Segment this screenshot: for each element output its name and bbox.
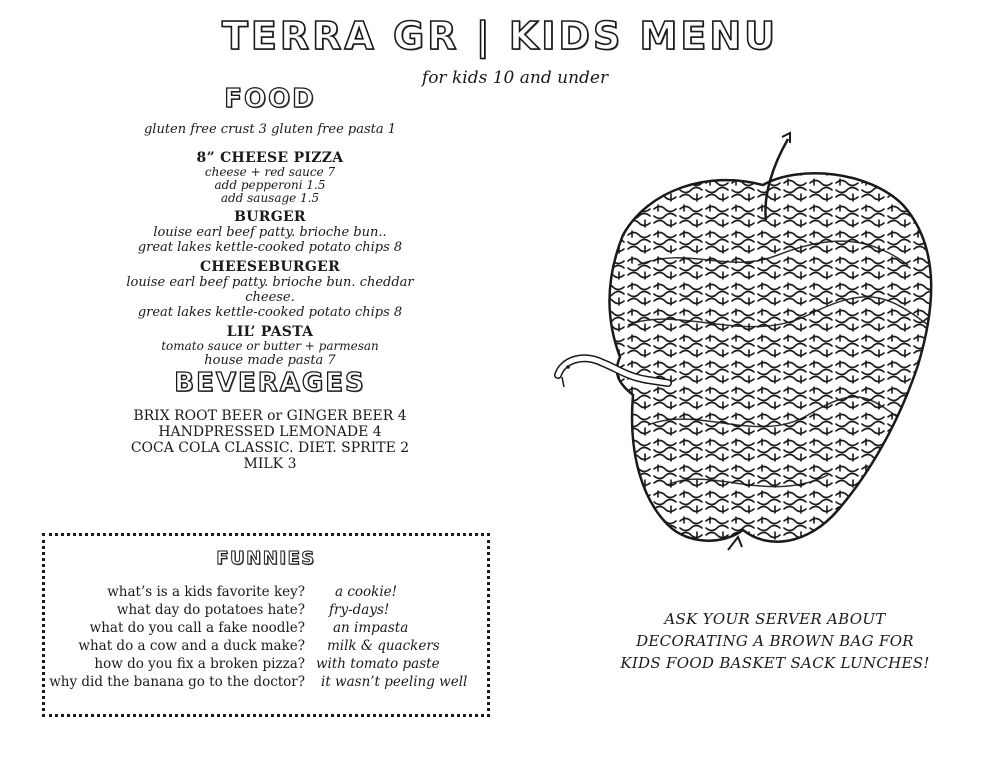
joke-answer: fry-days! — [329, 602, 390, 618]
food-item-line: louise earl beef patty. brioche bun. cheddar cheese. — [126, 275, 414, 305]
joke-row — [45, 656, 487, 674]
food-item-line: house made pasta 7 — [204, 353, 336, 368]
joke-question: what day do potatoes hate? — [116, 602, 305, 618]
food-item-line: cheese + red sauce 7 — [204, 165, 336, 179]
beverages-heading: BEVERAGES — [174, 368, 366, 398]
joke-row — [45, 674, 487, 692]
ask-line: KIDS FOOD BASKET SACK LUNCHES! — [620, 654, 930, 672]
food-items — [110, 150, 430, 372]
joke-answer: it wasn’t peeling well — [321, 674, 468, 690]
food-item-burger — [110, 209, 430, 255]
food-item-line: add pepperoni 1.5 — [214, 178, 326, 192]
joke-answer: an impasta — [333, 620, 409, 636]
joke-row — [45, 602, 487, 620]
food-item-name: CHEESEBURGER — [199, 259, 341, 275]
funnies-box — [42, 533, 490, 717]
funnies-heading: FUNNIES — [216, 548, 316, 569]
menu-title: TERRA GR | KIDS MENU — [222, 14, 778, 58]
joke-row — [45, 638, 487, 656]
food-item-line: great lakes kettle-cooked potato chips 8 — [137, 240, 403, 255]
joke-answer: milk & quackers — [327, 638, 440, 654]
joke-row — [45, 584, 487, 602]
beverage-item: MILK 3 — [243, 456, 297, 472]
ask-line: DECORATING A BROWN BAG FOR — [636, 632, 914, 650]
joke-question: how do you fix a broken pizza? — [94, 656, 305, 672]
food-item-name: LIL’ PASTA — [226, 324, 314, 340]
food-heading: FOOD — [224, 84, 316, 114]
joke-answer: with tomato paste — [316, 656, 440, 672]
food-item-name: 8” CHEESE PIZZA — [196, 150, 344, 166]
beverage-list — [120, 408, 420, 472]
joke-question: why did the banana go to the doctor? — [49, 674, 305, 690]
joke-question: what do a cow and a duck make? — [78, 638, 305, 654]
food-item-pizza — [110, 150, 430, 205]
food-item-name: BURGER — [234, 209, 306, 225]
food-item-line: louise earl beef patty. brioche bun.. — [153, 225, 387, 240]
menu-subtitle: for kids 10 and under — [421, 68, 609, 88]
ask-line: ASK YOUR SERVER ABOUT — [664, 610, 886, 628]
food-item-line: great lakes kettle-cooked potato chips 8 — [137, 305, 403, 320]
gluten-free-options: gluten free crust 3 gluten free pasta 1 — [143, 122, 397, 137]
food-item-pasta — [110, 324, 430, 368]
joke-question: what’s is a kids favorite key? — [107, 584, 305, 600]
beverage-item: BRIX ROOT BEER or GINGER BEER 4 — [133, 408, 407, 424]
food-item-line: tomato sauce or butter + parmesan — [161, 339, 379, 353]
joke-answer: a cookie! — [335, 584, 398, 600]
beverage-item: HANDPRESSED LEMONADE 4 — [158, 424, 382, 440]
food-item-cheeseburger — [110, 259, 430, 320]
beverage-item: COCA COLA CLASSIC. DIET. SPRITE 2 — [130, 440, 410, 456]
food-item-line: add sausage 1.5 — [220, 191, 320, 205]
apple-maze-icon — [548, 125, 948, 565]
ask-server-note — [605, 608, 945, 674]
joke-row — [45, 620, 487, 638]
joke-question: what do you call a fake noodle? — [89, 620, 305, 636]
